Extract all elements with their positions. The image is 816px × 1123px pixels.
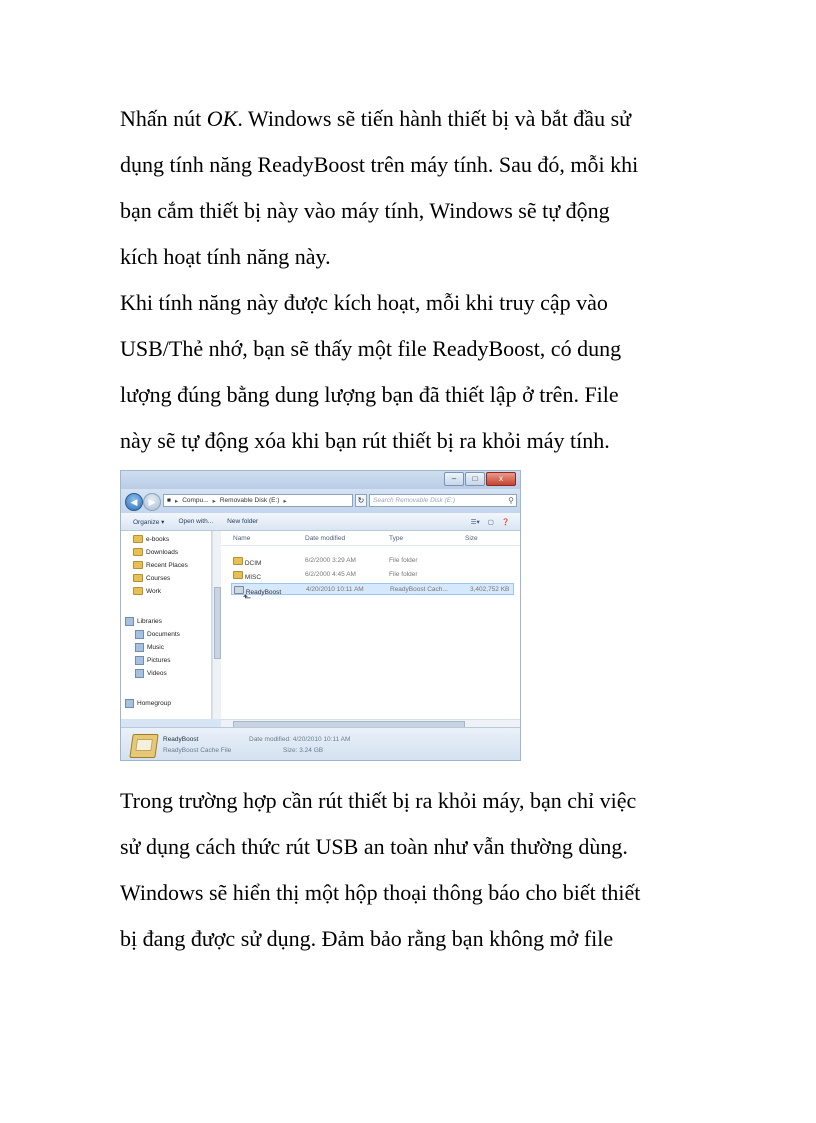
column-header-date[interactable]: Date modified [305,535,346,542]
nav-item-recent-places[interactable]: Recent Places [133,561,188,569]
music-icon [135,643,144,652]
organize-button[interactable]: Organize ▾ [133,518,165,526]
videos-icon [135,669,144,678]
search-icon: ⚲ [508,496,514,505]
window-buttons [444,472,516,486]
view-options-icon[interactable]: ☰▾ [470,518,480,526]
details-date-modified: Date modified: 4/20/2010 10:11 AM [249,736,351,743]
mouse-cursor-icon: ⬑ [243,593,252,604]
homegroup-icon [125,699,134,708]
column-header-size[interactable]: Size [465,535,478,542]
folder-icon [133,587,143,595]
paragraph-3 [120,778,720,962]
navigation-bar [121,489,520,513]
file-row[interactable]: MISC 6/2/2000 4:45 AM File folder [231,569,514,581]
navigation-pane [121,531,212,719]
column-header-name[interactable]: Name [233,535,251,542]
nav-item-videos[interactable]: Videos [135,669,167,678]
details-pane [121,727,520,760]
address-bar[interactable]: ■ ▸ Compu... ▸ Removable Disk (E:) ▸ [163,494,353,507]
help-icon[interactable]: ❓ [501,518,510,526]
readyboost-file-icon [129,734,158,758]
new-folder-button[interactable]: New folder [227,518,259,525]
folder-icon [133,574,143,582]
paragraph-2 [120,280,720,464]
nav-item-documents[interactable]: Documents [135,630,180,639]
details-file-type: ReadyBoost Cache File [163,747,232,754]
preview-pane-icon[interactable]: ▢ [487,518,494,526]
close-button[interactable]: x [486,472,516,486]
forward-button[interactable]: ▶ [143,493,161,511]
breadcrumb-removable-disk[interactable]: Removable Disk (E:) [219,497,280,504]
nav-item-libraries[interactable]: Libraries [125,617,162,626]
nav-item-work[interactable]: Work [133,587,161,595]
nav-item-courses[interactable]: Courses [133,574,170,582]
paragraph-3-line-3: Windows sẽ hiển thị một hộp thoại thông báo cho biết thiết [120,880,641,905]
paragraph-1-line-3: bạn cắm thiết bị này vào máy tính, Windows sẽ tự động [120,198,610,223]
ok-emphasis: OK [206,106,238,131]
column-header-type[interactable]: Type [389,535,404,542]
paragraph-1-line-1: Nhấn nút OK. Windows sẽ tiến hành thiết bị và bắt đầu sử [120,106,632,131]
explorer-screenshot [120,470,521,761]
folder-icon [133,561,143,569]
paragraph-1-line-2: dụng tính năng ReadyBoost trên máy tính. Sau đó, mỗi khi [120,152,639,177]
details-file-name: ReadyBoost [163,736,199,743]
nav-item-e-books[interactable]: e-books [133,535,169,543]
paragraph-1 [120,96,720,280]
file-row-selected[interactable]: ReadyBoost 4/20/2010 10:11 AM ReadyBoost Cach... 3,402,752 KB [231,583,514,595]
nav-item-homegroup[interactable]: Homegroup [125,699,171,708]
folder-icon [133,535,143,543]
file-list [221,531,520,719]
paragraph-2-line-2: USB/Thẻ nhớ, bạn sẽ thấy một file ReadyBoost, có dung [120,336,622,361]
nav-item-music[interactable]: Music [135,643,164,652]
window-titlebar [121,471,520,489]
paragraph-3-line-4: bị đang được sử dụng. Đảm bảo rằng bạn không mở file [120,926,614,951]
open-with-button[interactable]: Open with... [178,518,214,525]
details-size: Size: 3.24 GB [283,747,324,754]
paragraph-2-line-3: lượng đúng bằng dung lượng bạn đã thiết lập ở trên. File [120,382,619,407]
paragraph-3-line-1: Trong trường hợp cần rút thiết bị ra khỏi máy, bạn chỉ việc [120,788,637,813]
navigation-scrollbar[interactable] [212,531,221,719]
paragraph-2-line-4: này sẽ tự động xóa khi bạn rút thiết bị ra khỏi máy tính. [120,428,610,453]
pictures-icon [135,656,144,665]
folder-icon [233,557,243,565]
folder-icon: ■ [167,497,171,504]
nav-item-pictures[interactable]: Pictures [135,656,170,665]
maximize-button[interactable]: □ [465,472,485,486]
paragraph-2-line-1: Khi tính năng này được kích hoạt, mỗi khi truy cập vào [120,290,608,315]
documents-icon [135,630,144,639]
search-input[interactable]: Search Removable Disk (E:) ⚲ [369,494,517,507]
breadcrumb-computer[interactable]: Compu... [182,497,209,504]
minimize-button[interactable]: – [444,472,464,486]
folder-icon [233,571,243,579]
libraries-icon [125,617,134,626]
nav-item-downloads[interactable]: Downloads [133,548,178,556]
refresh-button[interactable]: ↻ [355,494,367,507]
back-button[interactable]: ◀ [125,493,143,511]
paragraph-3-line-2: sử dụng cách thức rút USB an toàn như vẫn thường dùng. [120,834,628,859]
paragraph-1-line-4: kích hoạt tính năng này. [120,244,331,269]
file-row[interactable]: DCIM 6/2/2000 3:29 AM File folder [231,555,514,567]
command-bar [121,513,520,531]
folder-icon [133,548,143,556]
